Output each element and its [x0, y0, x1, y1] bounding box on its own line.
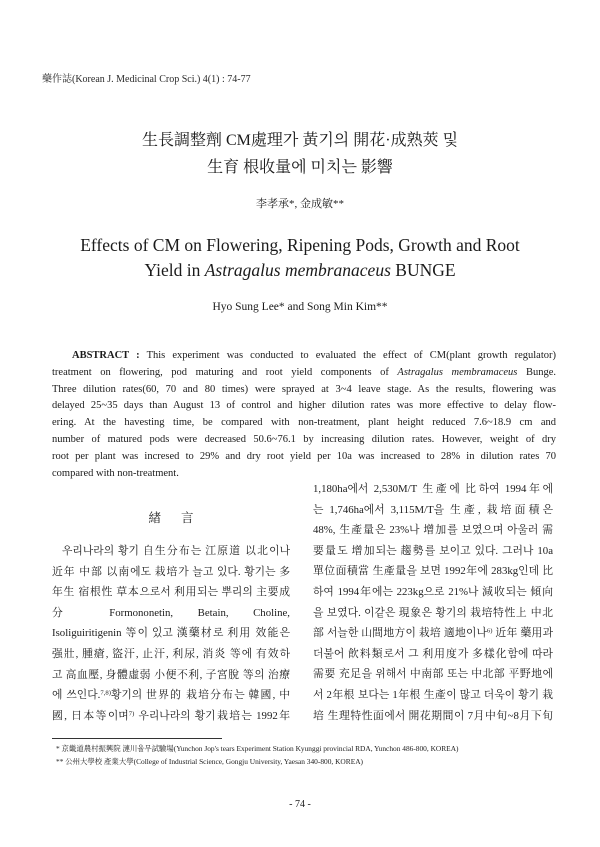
- body-text: 황기의 世界的 栽培分布는 韓國, 中: [110, 689, 290, 702]
- body-text-line: [52, 687, 290, 704]
- abstract-label: ABSTRACT :: [72, 350, 140, 361]
- citation-superscript: 6): [486, 627, 493, 635]
- english-title-text: BUNGE: [390, 260, 456, 280]
- body-text-line: 는 1,746ha에서 3,115M/T을 生產, 栽培面積은: [313, 503, 553, 516]
- body-text-line: 單位面積當 生產量을 보면 1992年에 283kg인데 比: [313, 565, 553, 578]
- abstract-text: This experiment was conducted to evaluated the effect of CM(plant growth regulator): [139, 350, 556, 361]
- body-text-line: [52, 708, 290, 725]
- english-authors: Hyo Sung Lee* and Song Min Kim**: [212, 301, 388, 313]
- korean-title-line: 生育 根收量에 미치는 影響: [207, 159, 393, 176]
- abstract-line: delayed 25~35 days than August 13 of control and higher dilution rates was more effective to delay flow-: [52, 400, 556, 411]
- footnote-marker: **: [56, 757, 64, 766]
- abstract-line: Three dilution rates(60, 70 and 80 times) were sprayed at 3~4 leave stage. As the results, flowering was: [52, 384, 556, 395]
- body-text-line: 더불어 飮料類로서 그 利用度가 多樣化함에 따라: [313, 647, 553, 660]
- body-text-line: [313, 625, 553, 642]
- species-name: Astragalus membramaceus: [397, 367, 518, 378]
- citation-superscript: 7): [128, 710, 135, 718]
- body-text-line: 强壯, 腫瘡, 盜汗, 止汗, 利尿, 消炎 等에 有效하: [52, 648, 290, 660]
- body-text-line: 需要 充足을 위해서 中南部 또는 中北部 平野地에: [313, 668, 553, 681]
- body-text-line: 要量도 增加되는 趨勢를 보이고 있다. 그러나 10a: [313, 544, 553, 557]
- footnote-marker: *: [56, 744, 60, 753]
- body-text: 國, 日本等이며: [52, 709, 129, 722]
- body-text: 近年 藥用과: [492, 627, 553, 640]
- body-text-line: 48%, 生產量은 23%나 增加를 보였으며 아울러 需: [313, 524, 553, 537]
- footnote-text: 公州大學校 產業大學(College of Industrial Science, Gongju University, Yaesan 340-800, KOREA): [63, 757, 364, 766]
- abstract-line: [72, 348, 556, 364]
- body-text-line: 近年 中部 以南에도 栽培가 늘고 있다. 황기는 多: [52, 565, 290, 578]
- body-text-line: 1,180ha에서 2,530M/T 生產에 比하여 1994年에: [313, 483, 553, 495]
- korean-authors: 李孝承*, 金成敏**: [256, 198, 344, 210]
- species-name: Astragalus membranaceus: [204, 260, 391, 280]
- footnote-text: 京畿道農村振興院 漣川율무試驗場(Yunchon Jop's tears Experiment Station Kyunggi provincial RDA, Yunchon 486-800, KOREA): [59, 744, 459, 753]
- footnote-rule: [52, 738, 222, 739]
- body-text: 에 쓰인다.: [52, 689, 101, 702]
- english-title-text: Yield in: [144, 260, 205, 280]
- body-text-line: Isoliguiritigenin 等이 있고 漢藥材로 利用 效能은: [52, 627, 290, 640]
- abstract-text: Bunge.: [517, 367, 556, 378]
- body-text: 우리나라의 황기栽培는 1992年: [134, 709, 290, 722]
- abstract-line: root per plant was incresed to 29% and dry root yield per 10a was increased to 28% in dilution rates 70: [52, 451, 556, 462]
- body-text: 部 서늘한 山間地方이 栽培 適地이나: [313, 627, 487, 640]
- journal-header: 藥作誌(Korean J. Medicinal Crop Sci.) 4(1) : 74-77: [42, 74, 251, 85]
- abstract-line: ering. At the havesting time, be compared with non-treatment, plant height reduced 7.6~18.9 cm and: [52, 417, 556, 428]
- abstract-text: treatment on flowering, pod maturing and root yield components of: [52, 367, 398, 378]
- page-number: - 74 -: [289, 799, 311, 810]
- abstract-line: compared with non-treatment.: [52, 468, 179, 479]
- citation-superscript: 7,8): [100, 689, 111, 697]
- body-text-line: 培 生理特性面에서 開花期間이 7月中旬~8月下旬: [313, 709, 553, 722]
- body-text-line: 分 Formononetin, Betain, Choline,: [52, 606, 290, 619]
- body-text-line: 을 보였다. 이같은 現象은 황기의 栽培特性上 中北: [313, 606, 553, 619]
- english-title-line: Effects of CM on Flowering, Ripening Pods, Growth and Root: [80, 235, 520, 255]
- body-text-line: 年生 宿根性 草本으로서 利用되는 뿌리의 主要成: [52, 586, 290, 599]
- abstract-line: number of matured pods were decreased 50.6~76.1 by increasing dilution rates. However, weight of dry: [52, 434, 556, 445]
- english-title-line: [30, 257, 570, 283]
- body-text-line: 서 2年根 보다는 1年根 生產이 많고 더욱이 황기 栽: [313, 689, 553, 701]
- korean-title-line: 生長調整劑 CM處理가 黃기의 開花·成熟莢 및: [141, 132, 459, 149]
- body-text-line: 고 高血壓, 身體虛弱 小便不利, 子宮脫 等의 治療: [52, 668, 290, 681]
- section-heading: 緖言: [148, 511, 214, 525]
- footnote: [56, 742, 556, 755]
- footnote: [56, 755, 556, 768]
- abstract-line: [52, 365, 556, 381]
- body-text-line: 하여 1994年에는 223kg으로 21%나 減收되는 傾向: [313, 586, 553, 598]
- body-text-line: 우리나라의 황기 自生分布는 江原道 以北이나: [62, 545, 290, 557]
